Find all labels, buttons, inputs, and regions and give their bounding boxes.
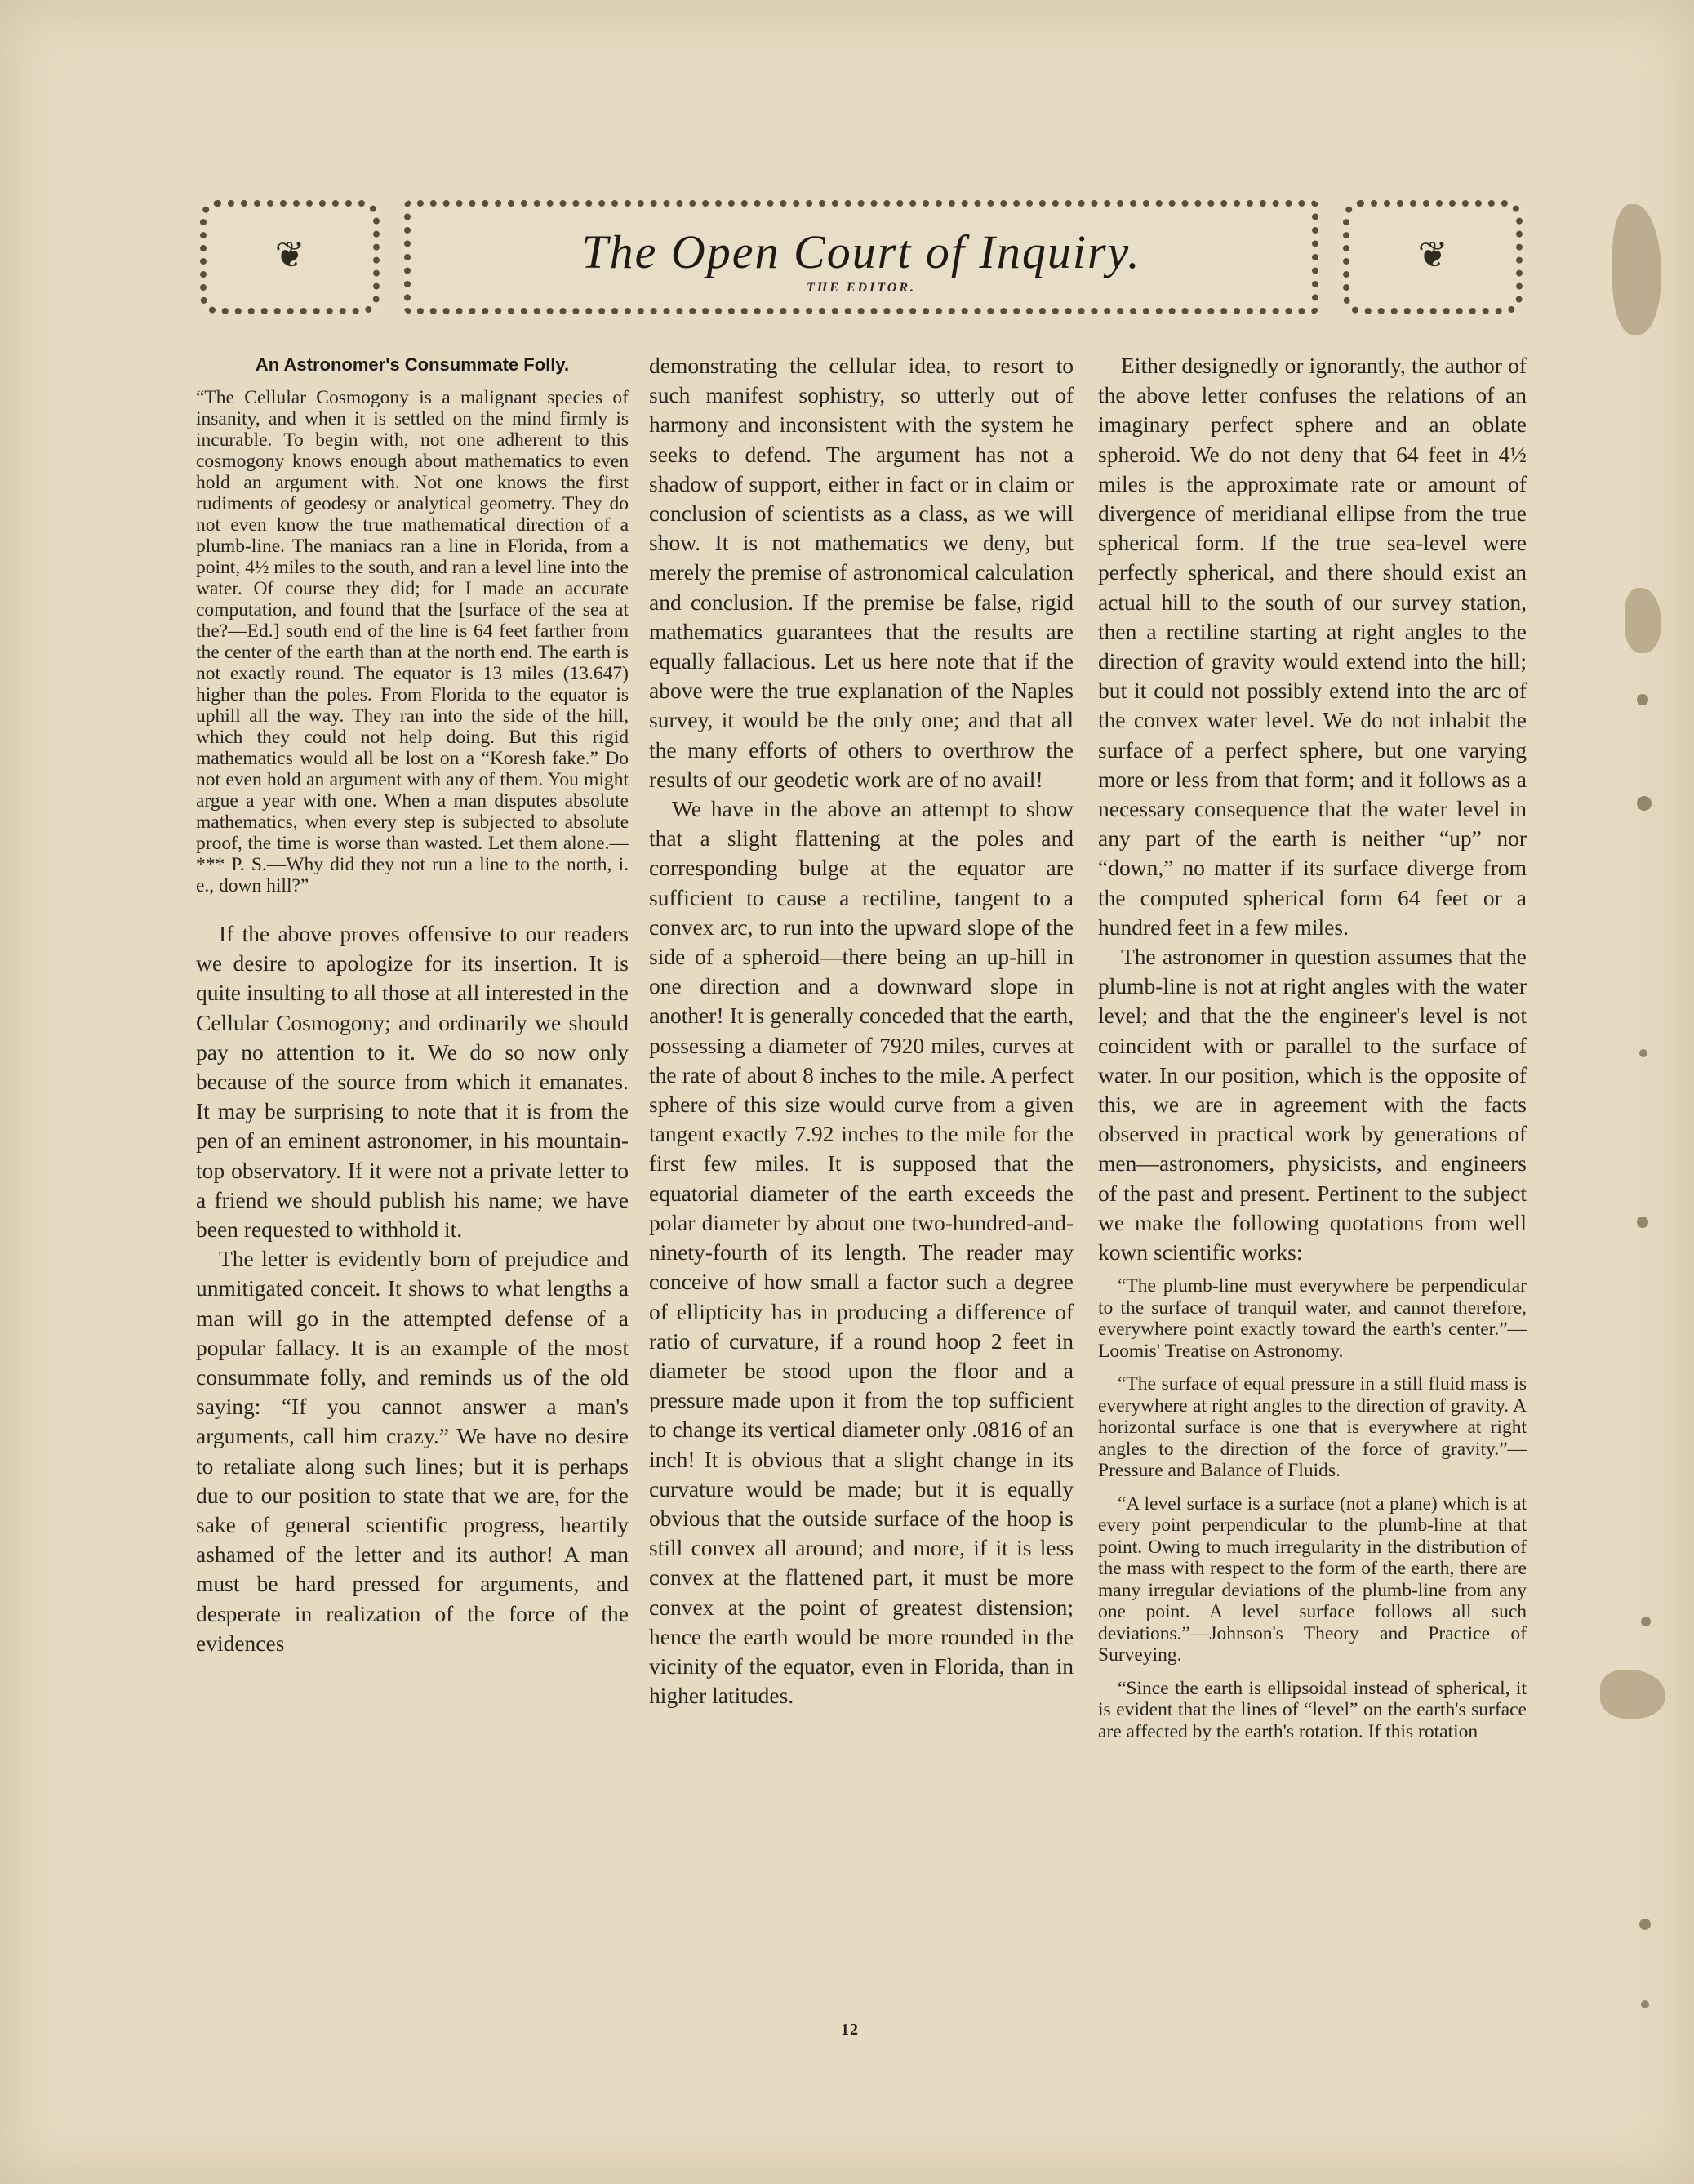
page-number: 12 (841, 2021, 859, 2039)
paragraph: Either designedly or ignorantly, the author of the above letter confuses the relations of an imaginary perfect sphere and an oblate spheroid. We do not deny that 64 feet in 4½ miles is the approximate rate or amount of divergence of meridianal ellipse from the true spherical form. If the true sea-level were perfectly spherical, and there should exist an actual hill to the south of our survey station, then a rectiline starting at right angles to the direction of gravity would extend into the hill; but it could not possibly extend into the arc of the convex water level. We do not inhabit the surface of a perfect sphere, but one varying more or less from that form; and it follows as a necessary consequence that the water level in any part of the earth is neither “up” nor “down,” no matter if its surface diverge from the computed spherical form 64 feet or a hundred feet in a few miles. (1098, 353, 1527, 940)
punch-hole (1637, 1217, 1648, 1228)
column-3 (1098, 351, 1527, 1754)
article-heading: An Astronomer's Consummate Folly. (255, 354, 570, 375)
paragraph: We have in the above an attempt to show that a slight flattening at the poles and corresponding bulge at the equator are sufficient to cause a rectiline, tangent to a convex arc, to run into the upward slope of the side of a spheroid—there being an up-hill in one direction and a downward slope in another! It is generally conceded that the earth, possessing a diameter of 7920 miles, curves at the rate of about 8 inches to the mile. A perfect sphere of this size would curve from a given tangent exactly 7.92 inches to the mile for the first few miles. It is supposed that the equatorial diameter of the earth exceeds the polar diameter by about one two-hundred-and-ninety-fourth of its length. The reader may conceive of how small a factor such a degree of ellipticity has in producing a difference of ratio of curvature, if a round hoop 2 feet in diameter be stood upon the floor and a pressure made upon it from the top sufficient to change its vertical diameter only .0816 of an inch! It is obvious that a slight change in its curvature would be made; but it is equally obvious that the outside surface of the hoop is still convex all around; and more, if it is less convex at the flattened part, it must be more convex at the point of greatest distension; hence the earth would be more rounded in the vicinity of the equator, even in Florida, than in higher latitudes. (649, 796, 1074, 1709)
letter-text: “The Cellular Cosmogony is a malignant species of insanity, and when it is settled on the mind firmly is incurable. To begin with, not one adherent to this cosmogony knows enough about mathematics to even hold an argument with. Not one knows the first rudiments of geodesy or analytical geometry. They do not even know the true mathematical direction of a plumb-line. The maniacs ran a line in Florida, from a point, 4½ miles to the south, and ran a level line into the water. Of course they did; for I made an accurate computation, and found that the [surface of the sea at the?—Ed.] south end of the line is 64 feet farther from the center of the earth than at the north end. The earth is not exactly round. The equator is 13 miles (13.647) higher than the poles. From Florida to the equator is uphill all the way. They ran into the side of the hill, which they could not help doing. But this rigid mathematics would all be lost on a “Koresh fake.” Do not even hold an argument with any of them. You might argue a year with one. When a man disputes absolute mathematics, when every step is subjected to absolute proof, the time is worse than wasted. Let them alone.—*** P. S.—Why did they not run a line to the north, i. e., down hill?” (196, 387, 629, 896)
left-ornament-frame (200, 200, 380, 314)
paragraph: demonstrating the cellular idea, to resort to such manifest sophistry, so utterly out of harmony and inconsistent with the system he seeks to defend. The argument has not a shadow of support, either in fact or in claim or conclusion of scientists as a class, as we will show. It is not mathematics we deny, but merely the premise of astronomical calculation and conclusion. If the premise be false, rigid mathematics guarantees that the results are equally fallacious. Let us here note that if the above were the true explanation of the Naples survey, it would be the only one; and that all the many efforts of others to overthrow the results of our geodetic work are of no avail! (649, 353, 1074, 792)
section-title: The Open Court of Inquiry. (581, 225, 1141, 278)
quoted-letter (196, 387, 629, 896)
punch-hole (1641, 1617, 1651, 1626)
punch-hole (1639, 1049, 1647, 1057)
fleuron-icon: ❦ (274, 234, 305, 276)
paragraph: The letter is evidently born of prejudice and unmitigated conceit. It shows to what lengths a man will go in the attempted defense of a popular fallacy. It is an example of the most consummate folly, and reminds us of the old saying: “If you cannot answer a man's arguments, call him crazy.” We have no desire to retaliate along such lines; but it is perhaps due to our position to state that we are, for the sake of general scientific progress, heartily ashamed of the letter and its author! A man must be hard pressed for arguments, and desperate in realization of the force of the evidences (196, 1246, 629, 1656)
edge-damage (1625, 588, 1661, 653)
editorial-body (649, 351, 1074, 1710)
editorial-body (196, 919, 629, 1658)
paragraph: If the above proves offensive to our readers we desire to apologize for its insertion. It is quite insulting to all those at all interested in the Cellular Cosmogony; and ordinarily we should pay no attention to it. We do so now only because of the source from which it emanates. It may be surprising to note that it is from the pen of an eminent astronomer, in his mountain-top observatory. If it were not a private letter to a friend we should publish his name; we have been requested to withhold it. (196, 921, 629, 1243)
paragraph: The astronomer in question assumes that the plumb-line is not at right angles with the water level; and that the the engineer's level is not coincident with or parallel to the surface of water. In our position, which is the opposite of this, we are in agreement with the facts observed in practical work by generations of men—astronomers, physicists, and engineers of the past and present. Pertinent to the subject we make the following quotations from well kown scientific works: (1098, 944, 1527, 1265)
editorial-body (1098, 351, 1527, 1267)
quotation: “The surface of equal pressure in a still fluid mass is everywhere at right angles to the direction of gravity. A horizontal surface is one that is everywhere at right angles to the direction of the force of gravity.”—Pressure and Balance of Fluids. (1098, 1373, 1527, 1482)
quotation: “Since the earth is ellipsoidal instead of spherical, it is evident that the lines of “level” on the earth's surface are affected by the earth's rotation. If this rotation (1098, 1677, 1527, 1742)
punch-hole (1637, 796, 1652, 811)
punch-hole (1637, 694, 1648, 705)
edge-damage (1600, 1670, 1665, 1719)
section-header (200, 200, 1523, 327)
quotation: “A level surface is a surface (not a plane) which is at every point perpendicular to the plumb-line at that point. Owing to much irregularity in the distribution of the mass with respect to the form of the earth, there are many irregular deviations of the plumb-line from any one point. A level surface follows all such deviations.”—Johnson's Theory and Practice of Surveying. (1098, 1492, 1527, 1666)
title-frame (404, 200, 1318, 314)
quotations (1098, 1275, 1527, 1742)
quotation: “The plumb-line must everywhere be perpendicular to the surface of tranquil water, and cannot therefore, everywhere point exactly toward the earth's center.”—Loomis' Treatise on Astronomy. (1098, 1275, 1527, 1362)
fleuron-icon: ❦ (1417, 234, 1448, 276)
byline: THE EDITOR. (806, 281, 917, 295)
punch-hole (1639, 1919, 1651, 1930)
punch-hole (1641, 2000, 1649, 2008)
edge-damage (1612, 204, 1661, 335)
column-2 (649, 351, 1074, 1710)
column-1 (196, 351, 629, 1658)
right-ornament-frame (1343, 200, 1523, 314)
